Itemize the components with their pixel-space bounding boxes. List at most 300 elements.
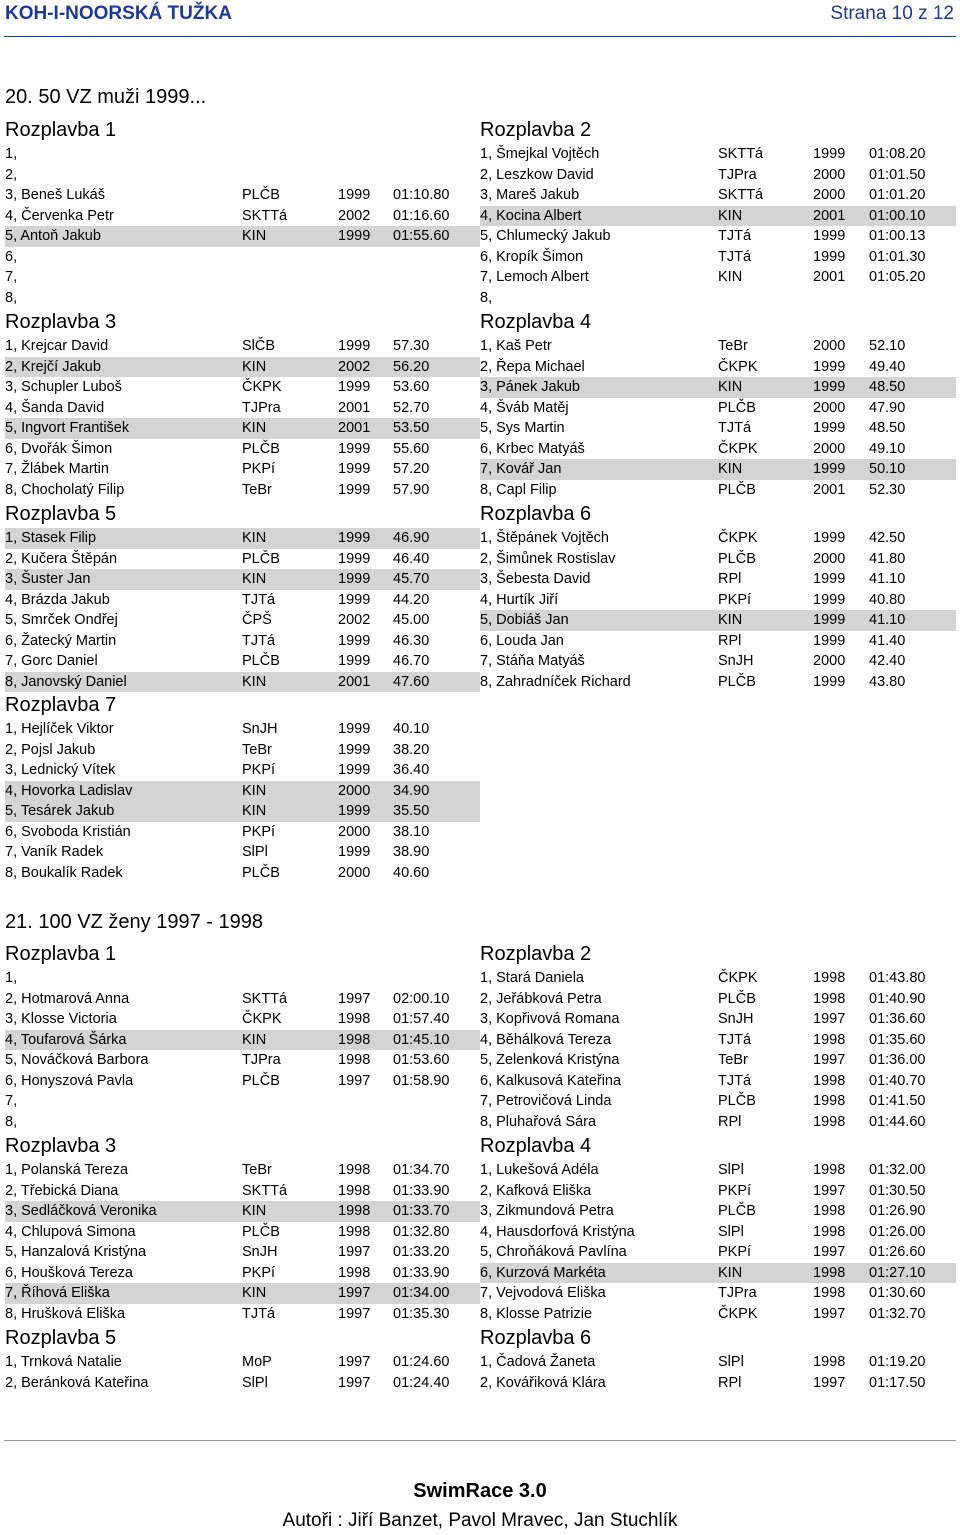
swimmer-name: 7, [5, 269, 18, 285]
swimmer-name: 7, Stáňa Matyáš [480, 653, 585, 669]
club-code: KIN [242, 358, 267, 375]
swimmer-name: 1, Štěpánek Vojtěch [480, 530, 609, 546]
club-code: SnJH [242, 721, 278, 737]
birth-year: 2001 [813, 269, 846, 285]
heat-title: Rozplavba 6 [480, 1327, 592, 1349]
entry-time: 47.60 [393, 673, 430, 690]
club-code: SlPl [242, 1374, 268, 1391]
swimmer-name: 3, Mareš Jakub [480, 187, 580, 203]
entry-time: 01:01.30 [869, 248, 926, 265]
entry-time: 42.50 [869, 530, 906, 546]
swimmer-name: 8, Klosse Patrizie [480, 1305, 593, 1322]
club-code: TJTá [718, 228, 752, 244]
result-row [480, 1091, 956, 1112]
club-code: PKPí [242, 1264, 276, 1281]
document-title: KOH-I-NOORSKÁ TUŽKA [5, 3, 232, 24]
heat-5 [5, 1324, 480, 1393]
result-row [5, 760, 480, 781]
heat-7 [5, 691, 480, 883]
club-code: ČKPK [718, 358, 758, 375]
birth-year: 1999 [813, 146, 846, 162]
result-row [5, 631, 480, 652]
entry-time: 42.40 [869, 653, 906, 669]
entry-time: 01:27.10 [869, 1264, 926, 1281]
birth-year: 1999 [813, 571, 846, 587]
result-row [480, 247, 956, 268]
result-row [480, 1201, 956, 1222]
swimmer-name: 7, Vejvodová Eliška [480, 1285, 606, 1301]
club-code: TJTá [242, 632, 276, 649]
swimmer-name: 6, [5, 248, 18, 265]
club-code: SKTTá [242, 207, 288, 224]
club-code: PLČB [242, 187, 280, 203]
birth-year: 2002 [338, 207, 371, 224]
entry-time: 01:24.40 [393, 1374, 450, 1391]
swimmer-name: 6, Kurzová Markéta [480, 1264, 606, 1281]
result-row [5, 863, 480, 884]
club-code: KIN [718, 1264, 743, 1281]
birth-year: 1998 [813, 1113, 846, 1130]
result-row [5, 1181, 480, 1202]
page-header [0, 0, 960, 30]
result-row [5, 418, 480, 439]
birth-year: 1998 [813, 970, 846, 986]
result-row [5, 1050, 480, 1071]
club-code: KIN [242, 530, 267, 546]
entry-time: 01:41.50 [869, 1093, 926, 1109]
entry-time: 01:17.50 [869, 1374, 926, 1391]
club-code: SKTTá [718, 146, 764, 162]
entry-time: 01:01.20 [869, 187, 926, 203]
swimmer-name: 8, Janovský Daniel [5, 673, 127, 690]
swimmer-name: 3, Zikmundová Petra [480, 1203, 614, 1219]
entry-time: 35.50 [393, 803, 430, 819]
birth-year: 1997 [813, 1244, 846, 1260]
birth-year: 1998 [813, 1203, 846, 1219]
swimmer-name: 4, Červenka Petr [5, 207, 114, 224]
result-row [5, 398, 480, 419]
result-row [5, 822, 480, 843]
result-row [480, 206, 956, 227]
birth-year: 2001 [338, 399, 371, 416]
swimmer-name: 1, Šmejkal Vojtěch [480, 146, 600, 162]
swimmer-name: 3, Šuster Jan [5, 571, 91, 587]
event-title: 21. 100 VZ ženy 1997 - 1998 [5, 911, 263, 933]
entry-time: 01:33.70 [393, 1203, 450, 1219]
result-row [480, 1304, 956, 1325]
footer-app-name: SwimRace 3.0 [413, 1480, 547, 1502]
entry-time: 01:40.70 [869, 1072, 926, 1089]
birth-year: 1998 [338, 1203, 371, 1219]
swimmer-name: 7, Gorc Daniel [5, 653, 98, 669]
result-row [480, 1050, 956, 1071]
result-row [5, 968, 480, 989]
entry-time: 52.30 [869, 481, 906, 498]
swimmer-name: 2, Kučera Štěpán [5, 550, 118, 567]
result-row [5, 1071, 480, 1092]
entry-time: 44.20 [393, 591, 430, 608]
swimmer-name: 5, Ingvort František [5, 420, 130, 436]
club-code: KIN [242, 571, 267, 587]
club-code: RPl [718, 1113, 742, 1130]
club-code: PLČB [718, 481, 756, 498]
swimmer-name: 4, Toufarová Šárka [5, 1031, 127, 1048]
entry-time: 01:00.10 [869, 207, 926, 224]
swimmer-name: 4, Šanda David [5, 399, 105, 416]
result-row [5, 1030, 480, 1051]
birth-year: 1999 [338, 338, 371, 354]
result-row [5, 1352, 480, 1373]
swimmer-name: 4, Brázda Jakub [5, 591, 110, 608]
entry-time: 46.70 [393, 653, 430, 669]
club-code: ČKPK [242, 1011, 282, 1027]
result-row [480, 144, 956, 165]
entry-time: 01:36.60 [869, 1011, 926, 1027]
entry-time: 01:24.60 [393, 1354, 450, 1370]
entry-time: 55.60 [393, 440, 430, 457]
entry-time: 52.70 [393, 399, 430, 416]
birth-year: 1999 [813, 673, 846, 690]
birth-year: 2002 [338, 612, 371, 628]
result-row [480, 1071, 956, 1092]
club-code: SlČB [242, 338, 276, 354]
entry-time: 57.20 [393, 461, 430, 477]
entry-time: 01:34.70 [393, 1162, 450, 1178]
page-number: Strana 10 z 12 [830, 3, 954, 24]
swimmer-name: 8, [480, 289, 493, 306]
entry-time: 38.20 [393, 741, 430, 758]
club-code: PLČB [718, 550, 756, 567]
swimmer-name: 1, [5, 146, 18, 162]
result-row [5, 1304, 480, 1325]
club-code: PLČB [718, 673, 756, 690]
club-code: RPl [718, 571, 742, 587]
result-row [5, 1283, 480, 1304]
entry-time: 01:16.60 [393, 207, 450, 224]
entry-time: 01:05.20 [869, 269, 926, 285]
birth-year: 1998 [813, 1223, 846, 1240]
birth-year: 2002 [338, 358, 371, 375]
club-code: SlPl [718, 1162, 744, 1178]
result-row [5, 226, 480, 247]
entry-time: 40.60 [393, 864, 430, 881]
club-code: PLČB [242, 550, 280, 567]
club-code: TJPra [242, 1052, 281, 1068]
club-code: TeBr [718, 1052, 748, 1068]
result-row [5, 247, 480, 268]
birth-year: 1997 [338, 1305, 371, 1322]
swimmer-name: 5, Sys Martin [480, 420, 565, 436]
result-row [5, 719, 480, 740]
result-row [480, 1352, 956, 1373]
birth-year: 2000 [338, 782, 371, 799]
result-row [480, 1242, 956, 1263]
result-row [5, 651, 480, 672]
result-row [480, 357, 956, 378]
birth-year: 2001 [813, 481, 846, 498]
birth-year: 1998 [813, 1093, 846, 1109]
birth-year: 1997 [813, 1052, 846, 1068]
birth-year: 1999 [338, 741, 371, 758]
result-row [480, 1263, 956, 1284]
club-code: SKTTá [242, 1182, 288, 1199]
birth-year: 1999 [813, 632, 846, 649]
result-row [480, 1373, 956, 1394]
birth-year: 1998 [813, 1264, 846, 1281]
club-code: PKPí [718, 1244, 752, 1260]
birth-year: 1999 [813, 530, 846, 546]
birth-year: 1999 [813, 228, 846, 244]
birth-year: 1997 [813, 1305, 846, 1322]
swimmer-name: 8, Hrušková Eliška [5, 1305, 126, 1322]
club-code: TeBr [242, 481, 272, 498]
entry-time: 01:10.80 [393, 187, 450, 203]
birth-year: 2001 [813, 207, 846, 224]
birth-year: 1999 [813, 461, 846, 477]
entry-time: 43.80 [869, 673, 906, 690]
birth-year: 2000 [813, 338, 846, 354]
result-row [5, 781, 480, 802]
club-code: ČKPK [718, 440, 758, 457]
entry-time: 01:35.30 [393, 1305, 450, 1322]
club-code: ČKPK [718, 1305, 758, 1322]
club-code: PKPí [718, 591, 752, 608]
birth-year: 2001 [338, 673, 371, 690]
entry-time: 01:08.20 [869, 146, 926, 162]
birth-year: 1998 [338, 1264, 371, 1281]
swimmer-name: 1, Čadová Žaneta [480, 1354, 596, 1370]
birth-year: 1999 [338, 762, 371, 778]
swimmer-name: 6, Kropík Šimon [480, 248, 584, 265]
club-code: MoP [242, 1354, 272, 1370]
result-row [5, 288, 480, 309]
birth-year: 1997 [338, 1244, 371, 1260]
result-row [480, 528, 956, 549]
birth-year: 1997 [338, 1072, 371, 1089]
birth-year: 1998 [813, 1031, 846, 1048]
result-row [5, 989, 480, 1010]
birth-year: 1999 [338, 530, 371, 546]
swimmer-name: 2, Krejčí Jakub [5, 358, 101, 375]
swimmer-name: 4, Kocina Albert [480, 207, 582, 224]
swimmer-name: 4, Chlupová Simona [5, 1223, 136, 1240]
birth-year: 1998 [338, 1162, 371, 1178]
birth-year: 2001 [338, 420, 371, 436]
heat-6 [480, 1324, 956, 1393]
birth-year: 1999 [338, 379, 371, 395]
result-row [480, 459, 956, 480]
swimmer-name: 8, Capl Filip [480, 481, 557, 498]
result-row [480, 631, 956, 652]
entry-time: 01:33.20 [393, 1244, 450, 1260]
birth-year: 2000 [813, 440, 846, 457]
result-row [5, 569, 480, 590]
birth-year: 2000 [813, 550, 846, 567]
club-code: SnJH [718, 653, 754, 669]
heat-title: Rozplavba 3 [5, 1135, 117, 1157]
birth-year: 1999 [338, 571, 371, 587]
entry-time: 41.80 [869, 550, 906, 567]
entry-time: 38.10 [393, 823, 430, 840]
result-row [480, 1009, 956, 1030]
entry-time: 53.50 [393, 420, 430, 436]
entry-time: 01:33.90 [393, 1182, 450, 1199]
club-code: PKPí [242, 823, 276, 840]
birth-year: 1999 [338, 721, 371, 737]
entry-time: 01:19.20 [869, 1354, 926, 1370]
result-row [480, 1181, 956, 1202]
heat-title: Rozplavba 1 [5, 943, 117, 965]
swimmer-name: 1, Lukešová Adéla [480, 1162, 599, 1178]
footer-divider [4, 1440, 956, 1441]
swimmer-name: 3, Šebesta David [480, 571, 591, 587]
result-row [480, 1030, 956, 1051]
heat-2 [480, 116, 956, 308]
swimmer-name: 1, [5, 970, 18, 986]
birth-year: 2000 [338, 864, 371, 881]
entry-time: 36.40 [393, 762, 430, 778]
entry-time: 41.10 [869, 571, 906, 587]
swimmer-name: 5, Nováčková Barbora [5, 1052, 149, 1068]
club-code: TJPra [718, 1285, 757, 1301]
entry-time: 34.90 [393, 782, 430, 799]
heat-1 [5, 116, 480, 308]
birth-year: 1998 [813, 990, 846, 1007]
heat-title: Rozplavba 5 [5, 503, 117, 525]
birth-year: 1998 [813, 1072, 846, 1089]
club-code: PKPí [242, 461, 276, 477]
swimmer-name: 6, Houšková Tereza [5, 1264, 133, 1281]
entry-time: 01:26.90 [869, 1203, 926, 1219]
result-row [5, 165, 480, 186]
result-row [5, 357, 480, 378]
swimmer-name: 6, Dvořák Šimon [5, 440, 113, 457]
result-row [480, 1283, 956, 1304]
swimmer-name: 6, Krbec Matyáš [480, 440, 585, 457]
entry-time: 01:30.50 [869, 1182, 926, 1199]
club-code: TJPra [718, 166, 757, 183]
entry-time: 45.70 [393, 571, 430, 587]
result-row [480, 651, 956, 672]
swimmer-name: 2, [5, 166, 18, 183]
entry-time: 01:32.70 [869, 1305, 926, 1322]
heat-4 [480, 1132, 956, 1324]
swimmer-name: 2, Hotmarová Anna [5, 990, 130, 1007]
birth-year: 1998 [338, 1182, 371, 1199]
result-row [480, 267, 956, 288]
club-code: SlPl [718, 1354, 744, 1370]
entry-time: 01:26.60 [869, 1244, 926, 1260]
club-code: SnJH [242, 1244, 278, 1260]
birth-year: 1999 [338, 481, 371, 498]
club-code: PKPí [242, 762, 276, 778]
swimmer-name: 1, Stará Daniela [480, 970, 584, 986]
swimmer-name: 5, Tesárek Jakub [5, 803, 115, 819]
heat-3 [5, 1132, 480, 1324]
club-code: RPl [718, 632, 742, 649]
result-row [5, 672, 480, 693]
result-row [5, 1112, 480, 1133]
result-row [5, 1222, 480, 1243]
swimmer-name: 5, Hanzalová Kristýna [5, 1244, 147, 1260]
swimmer-name: 4, Hausdorfová Kristýna [480, 1223, 635, 1240]
heat-title: Rozplavba 3 [5, 311, 117, 333]
entry-time: 49.10 [869, 440, 906, 457]
club-code: SKTTá [718, 187, 764, 203]
club-code: TJTá [718, 420, 752, 436]
club-code: PLČB [718, 1203, 756, 1219]
club-code: PLČB [242, 1072, 280, 1089]
birth-year: 1999 [338, 550, 371, 567]
entry-time: 01:58.90 [393, 1072, 450, 1089]
birth-year: 1998 [338, 1031, 371, 1048]
birth-year: 1999 [813, 358, 846, 375]
birth-year: 1997 [338, 1354, 371, 1370]
swimmer-name: 5, Zelenková Kristýna [480, 1052, 620, 1068]
result-row [480, 336, 956, 357]
birth-year: 2000 [813, 187, 846, 203]
heat-title: Rozplavba 5 [5, 1327, 117, 1349]
club-code: KIN [718, 207, 743, 224]
result-row [5, 610, 480, 631]
result-row [5, 336, 480, 357]
heat-5 [5, 500, 480, 692]
entry-time: 01:36.00 [869, 1052, 926, 1068]
swimmer-name: 2, Leszkow David [480, 166, 594, 183]
club-code: TJPra [242, 399, 281, 416]
birth-year: 1999 [813, 248, 846, 265]
result-row [480, 1222, 956, 1243]
birth-year: 1997 [338, 990, 371, 1007]
result-row [5, 144, 480, 165]
entry-time: 02:00.10 [393, 990, 450, 1007]
result-row [480, 185, 956, 206]
swimmer-name: 2, Pojsl Jakub [5, 741, 96, 758]
result-row [480, 398, 956, 419]
swimmer-name: 6, Honyszová Pavla [5, 1072, 134, 1089]
heat-title: Rozplavba 4 [480, 1135, 592, 1157]
club-code: KIN [718, 612, 743, 628]
swimmer-name: 1, Krejcar David [5, 338, 109, 354]
swimmer-name: 2, Beránková Kateřina [5, 1374, 149, 1391]
birth-year: 1998 [338, 1011, 371, 1027]
heat-title: Rozplavba 2 [480, 119, 592, 141]
heat-title: Rozplavba 6 [480, 503, 592, 525]
entry-time: 01:40.90 [869, 990, 926, 1007]
club-code: ČKPK [718, 530, 758, 546]
swimmer-name: 8, Boukalík Radek [5, 864, 123, 881]
club-code: TJTá [718, 248, 752, 265]
birth-year: 1999 [813, 379, 846, 395]
swimmer-name: 2, Třebická Diana [5, 1182, 119, 1199]
birth-year: 1997 [813, 1182, 846, 1199]
birth-year: 1999 [338, 440, 371, 457]
swimmer-name: 8, Zahradníček Richard [480, 673, 631, 690]
swimmer-name: 4, Běhálková Tereza [480, 1031, 612, 1048]
heat-title: Rozplavba 2 [480, 943, 592, 965]
result-row [5, 439, 480, 460]
birth-year: 1997 [338, 1374, 371, 1391]
club-code: TeBr [242, 741, 272, 758]
result-row [5, 185, 480, 206]
club-code: ČKPK [718, 970, 758, 986]
swimmer-name: 5, Chroňáková Pavlína [480, 1244, 627, 1260]
club-code: KIN [242, 673, 267, 690]
swimmer-name: 4, Hurtík Jiří [480, 591, 559, 608]
heat-title: Rozplavba 7 [5, 694, 117, 716]
result-row [5, 1242, 480, 1263]
result-row [5, 1009, 480, 1030]
